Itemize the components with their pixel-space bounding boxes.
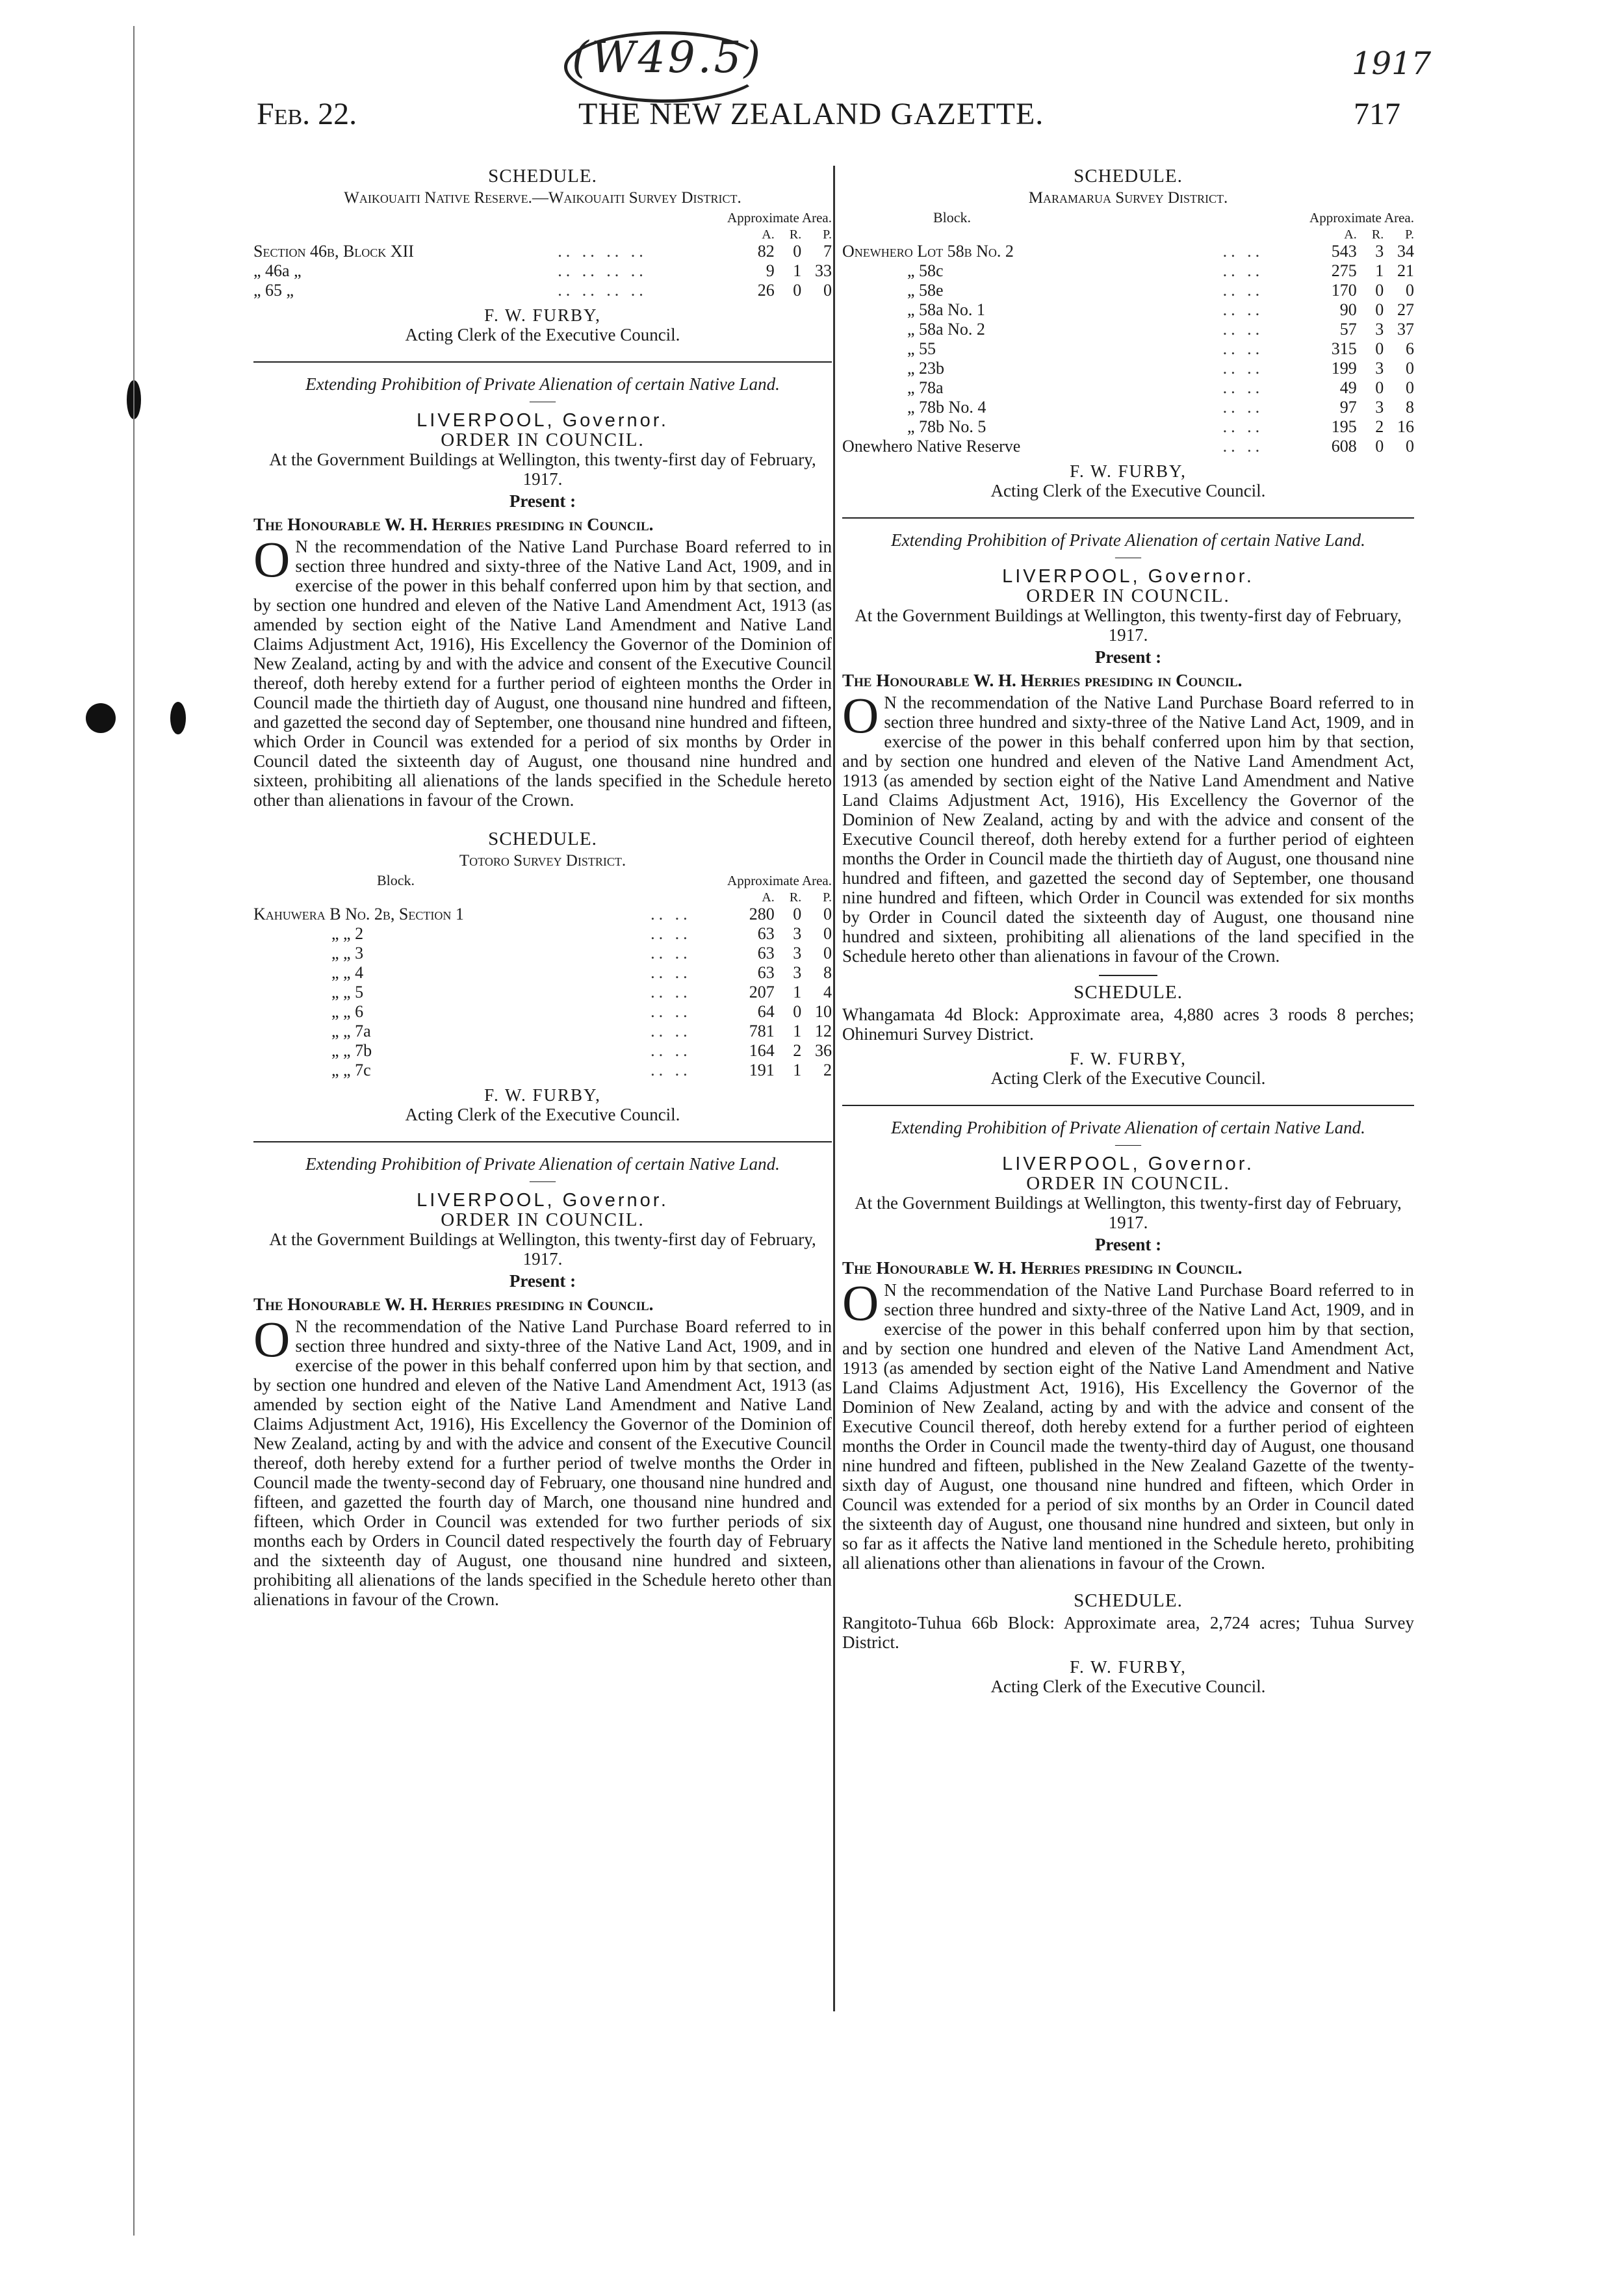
schedule-text: Rangitoto-Tuhua 66b Block: Approximate area, 2,724 acres; Tuhua Survey District. <box>842 1613 1414 1652</box>
roods-cell: 2 <box>1375 417 1384 436</box>
table-row <box>253 1041 832 1061</box>
leader-dots: .. .. <box>1222 398 1264 417</box>
signatory-title: Acting Clerk of the Executive Council. <box>405 1105 680 1124</box>
row-label: „ „ 3 <box>331 944 364 962</box>
area-column-header: Approximate Area. <box>727 873 832 888</box>
presiding-line: The Honourable W. H. Herries presiding in Council. <box>253 1295 654 1314</box>
row-label: „ 65 „ <box>253 281 294 300</box>
notice-text: N the recommendation of the Native Land Purchase Board referred to in section three hundred and sixty-three of the Native Land Act, 1909, and in exercise of the power in this behalf conferred upon him by that section, and by section one hundred and eleven of the Native Land Amendment Act, 1913 (as amended by section eight of the Native Land Amendment and Native Land Claims Adjustment Act, 1916), His Excellency the Governor of the Dominion of New Zealand, acting by and with the advice and consent of the Executive Council thereof, doth hereby extend for a further period of eighteen months the Order in Council made the thirtieth day of August, one thousand nine hundred and fifteen, and gazetted the second day of September, one thousand nine hundred and fifteen, which Order in Council was extended for a period of six months by Order in Council dated the sixteenth day of August, one thousand nine hundred and sixteen, prohibiting all alienations of the lands specified in the Schedule hereto other than alienations in favour of the Crown. <box>253 537 832 810</box>
drop-cap: O <box>842 1274 879 1331</box>
schedule-heading: SCHEDULE. <box>488 166 597 187</box>
acres-cell: 164 <box>749 1041 775 1060</box>
table-row <box>842 359 1414 378</box>
perches-cell: 16 <box>1397 417 1414 436</box>
roods-cell: 3 <box>793 924 802 943</box>
leader-dots: .. .. <box>1222 378 1264 397</box>
signature-block <box>842 1657 1414 1696</box>
place-date: At the Government Buildings at Wellington, this twenty-first day of February, 1917. <box>855 606 1402 645</box>
table-row <box>253 281 832 300</box>
roods-cell: 0 <box>793 1002 802 1021</box>
signatory-name: F. W. FURBY, <box>1070 1049 1187 1068</box>
notice-title: Extending Prohibition of Private Alienation of certain Native Land. <box>891 1118 1365 1137</box>
leader-dots: .. .. <box>651 1041 691 1060</box>
unit-perches: P. <box>823 227 832 242</box>
table-row <box>842 378 1414 398</box>
roods-cell: 0 <box>793 242 802 261</box>
row-label: Onewhero Lot 58b No. 2 <box>842 242 1014 261</box>
schedule-heading: SCHEDULE. <box>1074 1590 1183 1611</box>
drop-cap: O <box>842 687 879 743</box>
leader-dots: .. .. <box>1222 437 1264 456</box>
governor-line: LIVERPOOL, Governor. <box>1002 1154 1254 1174</box>
acres-cell: 82 <box>757 242 775 261</box>
place-date: At the Government Buildings at Wellington, this twenty-first day of February, 1917. <box>269 1230 816 1269</box>
signatory-title: Acting Clerk of the Executive Council. <box>405 325 680 344</box>
perches-cell: 12 <box>815 1022 832 1040</box>
acres-cell: 63 <box>757 944 775 962</box>
perches-cell: 7 <box>823 242 832 261</box>
row-label: Section 46b, Block XII <box>253 242 414 261</box>
signatory-name: F. W. FURBY, <box>1070 1657 1187 1677</box>
roods-cell: 1 <box>793 1022 802 1040</box>
row-label: Onewhero Native Reserve <box>842 437 1021 456</box>
punch-mark-bottom <box>170 702 186 734</box>
presiding-line: The Honourable W. H. Herries presiding in Council. <box>253 515 654 534</box>
present-label: Present : <box>509 491 576 511</box>
handwritten-reference: (W49.5) <box>572 32 764 83</box>
acres-cell: 63 <box>757 963 775 982</box>
acres-cell: 191 <box>749 1061 775 1079</box>
order-heading: ORDER IN COUNCIL. <box>1026 1173 1230 1194</box>
roods-cell: 2 <box>793 1041 802 1060</box>
block-column-header: Block. <box>377 872 415 888</box>
roods-cell: 1 <box>1375 261 1384 280</box>
signatory-title: Acting Clerk of the Executive Council. <box>990 1677 1266 1696</box>
table-row <box>253 1022 832 1041</box>
acres-cell: 57 <box>1339 320 1357 339</box>
leader-dots: .. .. <box>1222 281 1264 300</box>
table-row <box>253 242 832 261</box>
perches-cell: 0 <box>1406 437 1414 456</box>
table-row <box>253 963 832 983</box>
roods-cell: 3 <box>1375 398 1384 417</box>
leader-dots: .. .. <box>651 963 691 982</box>
header-date: Feb. 22. <box>257 97 357 131</box>
schedule-table <box>253 208 832 300</box>
perches-cell: 0 <box>823 281 832 300</box>
roods-cell: 1 <box>793 1061 802 1079</box>
place-date: At the Government Buildings at Wellington, this twenty-first day of February, 1917. <box>269 450 816 489</box>
table-row <box>842 320 1414 339</box>
row-label: „ „ 2 <box>331 924 364 943</box>
left-column <box>253 162 832 1609</box>
perches-cell: 4 <box>823 983 832 1001</box>
presiding-line: The Honourable W. H. Herries presiding in Council. <box>842 1258 1243 1278</box>
schedule-table <box>253 871 832 1080</box>
row-label: „ 78b No. 4 <box>907 398 986 417</box>
roods-cell: 0 <box>1375 378 1384 397</box>
roods-cell: 3 <box>1375 320 1384 339</box>
order-heading: ORDER IN COUNCIL. <box>441 1209 645 1230</box>
table-row <box>253 261 832 281</box>
perches-cell: 8 <box>823 963 832 982</box>
signatory-name: F. W. FURBY, <box>484 1085 601 1105</box>
row-label: „ 23b <box>907 359 945 378</box>
row-label: „ 58e <box>907 281 944 300</box>
acres-cell: 781 <box>749 1022 775 1040</box>
perches-cell: 0 <box>823 924 832 943</box>
row-label: „ 78b No. 5 <box>907 417 986 436</box>
schedule-subheading: Waikouaiti Native Reserve.—Waikouaiti Survey District. <box>344 189 741 207</box>
leader-dots: .. .. <box>651 1061 691 1079</box>
perches-cell: 0 <box>823 944 832 962</box>
block-column-header: Block. <box>933 209 972 226</box>
header-title: THE NEW ZEALAND GAZETTE. <box>578 97 1044 131</box>
schedule-subheading: Maramarua Survey District. <box>1028 189 1228 207</box>
signature-block <box>842 461 1414 500</box>
section-rule <box>842 1105 1414 1106</box>
row-label: „ „ 5 <box>331 983 364 1001</box>
acres-cell: 207 <box>749 983 775 1001</box>
schedule-heading: SCHEDULE. <box>1074 166 1183 187</box>
roods-cell: 3 <box>1375 359 1384 378</box>
acres-cell: 315 <box>1331 339 1357 358</box>
title-ornament: —— <box>530 1174 556 1188</box>
page-header <box>257 96 1426 142</box>
order-heading: ORDER IN COUNCIL. <box>441 430 645 450</box>
notice-body <box>842 1274 1414 1573</box>
unit-roods: R. <box>1371 227 1384 242</box>
notice-body <box>842 687 1414 966</box>
perches-cell: 0 <box>823 905 832 923</box>
section-rule <box>253 1141 832 1142</box>
acres-cell: 608 <box>1331 437 1357 456</box>
schedule-heading: SCHEDULE. <box>1074 982 1183 1003</box>
row-label: „ „ 7a <box>331 1022 371 1040</box>
notice-body <box>253 1311 832 1609</box>
perches-cell: 21 <box>1397 261 1414 280</box>
roods-cell: 0 <box>793 905 802 923</box>
table-row <box>842 261 1414 281</box>
table-row <box>842 437 1414 456</box>
place-date: At the Government Buildings at Wellington, this twenty-first day of February, 1917. <box>855 1193 1402 1232</box>
acres-cell: 199 <box>1331 359 1357 378</box>
perches-cell: 0 <box>1406 378 1414 397</box>
title-ornament: —— <box>530 394 556 408</box>
unit-perches: P. <box>823 890 832 905</box>
leader-dots: .. .. <box>1222 300 1264 319</box>
roods-cell: 3 <box>1375 242 1384 261</box>
table-row <box>842 339 1414 359</box>
leader-dots: .. .. <box>651 924 691 943</box>
roods-cell: 1 <box>793 983 802 1001</box>
order-heading: ORDER IN COUNCIL. <box>1026 586 1230 606</box>
acres-cell: 26 <box>757 281 775 300</box>
margin-line <box>133 26 135 2236</box>
notice-text: N the recommendation of the Native Land Purchase Board referred to in section three hundred and sixty-three of the Native Land Act, 1909, and in exercise of the power in this behalf conferred upon him by that section, and by section one hundred and eleven of the Native Land Amendment Act, 1913 (as amended by section eight of the Native Land Amendment and Native Land Claims Adjustment Act, 1916), His Excellency the Governor of the Dominion of New Zealand, acting by and with the advice and consent of the Executive Council thereof, doth hereby extend for a further period of twelve months the Order in Council made the twenty-second day of February, one thousand nine hundred and fifteen, and gazetted the fourth day of March, one thousand nine hundred and fifteen, which Order in Council was extended for two further periods of six months each by Orders in Council dated respectively the fourth day of February and the sixteenth day of August, one thousand nine hundred and sixteen, prohibiting all alienations of the lands specified in the Schedule hereto other than alienations in favour of the Crown. <box>253 1317 832 1609</box>
right-column <box>842 162 1414 1696</box>
row-label: „ 58a No. 1 <box>907 300 985 319</box>
table-row <box>842 281 1414 300</box>
acres-cell: 275 <box>1331 261 1357 280</box>
row-label: „ 78a <box>907 378 944 397</box>
notice-title: Extending Prohibition of Private Alienation of certain Native Land. <box>305 1154 780 1174</box>
section-rule <box>253 361 832 363</box>
roods-cell: 0 <box>793 281 802 300</box>
present-label: Present : <box>509 1271 576 1291</box>
leader-dots: .. .. <box>651 983 691 1001</box>
perches-cell: 0 <box>1406 281 1414 300</box>
governor-line: LIVERPOOL, Governor. <box>417 410 669 431</box>
notice-text: N the recommendation of the Native Land Purchase Board referred to in section three hundred and sixty-three of the Native Land Act, 1909, and in exercise of the power in this behalf conferred upon him by that section, and by section one hundred and eleven of the Native Land Amendment Act, 1913 (as amended by section eight of the Native Land Amendment and Native Land Claims Adjustment Act, 1916), His Excellency the Governor of the Dominion of New Zealand, acting by and with the advice and consent of the Executive Council thereof, doth hereby extend for a further period of eighteen months the Order in Council made the thirtieth day of August, one thousand nine hundred and fifteen, and gazetted the second day of September, one thousand nine hundred and fifteen, which Order in Council was extended for six months by Order in Council dated the sixteenth day of August, one thousand nine hundred and sixteen, prohibiting all alienations of the land specified in the Schedule hereto other than alienations in favour of the Crown. <box>842 693 1414 966</box>
roods-cell: 3 <box>793 963 802 982</box>
table-row <box>253 983 832 1002</box>
row-label: „ 55 <box>907 339 936 358</box>
roods-cell: 0 <box>1375 339 1384 358</box>
acres-cell: 543 <box>1331 242 1357 261</box>
punch-hole <box>86 703 116 733</box>
signatory-title: Acting Clerk of the Executive Council. <box>990 481 1266 500</box>
signatory-name: F. W. FURBY, <box>484 305 601 325</box>
row-label: Kahuwera B No. 2b, Section 1 <box>253 905 464 923</box>
unit-acres: A. <box>762 227 775 242</box>
table-row <box>842 300 1414 320</box>
acres-cell: 9 <box>766 261 775 280</box>
unit-acres: A. <box>1344 227 1357 242</box>
roods-cell: 0 <box>1375 437 1384 456</box>
unit-acres: A. <box>762 890 775 905</box>
perches-cell: 0 <box>1406 359 1414 378</box>
acres-cell: 90 <box>1339 300 1357 319</box>
table-row <box>253 1002 832 1022</box>
table-row <box>253 905 832 924</box>
signature-block <box>842 1049 1414 1088</box>
perches-cell: 33 <box>815 261 832 280</box>
roods-cell: 3 <box>793 944 802 962</box>
perches-cell: 8 <box>1406 398 1414 417</box>
leader-dots: .. .. .. .. <box>558 242 647 261</box>
column-divider <box>833 166 835 2011</box>
page-number: 717 <box>1354 97 1400 131</box>
acres-cell: 195 <box>1331 417 1357 436</box>
governor-line: LIVERPOOL, Governor. <box>1002 566 1254 587</box>
leader-dots: .. .. <box>1222 359 1264 378</box>
table-row <box>842 417 1414 437</box>
perches-cell: 27 <box>1397 300 1414 319</box>
schedule-heading: SCHEDULE. <box>488 829 597 849</box>
perches-cell: 34 <box>1397 242 1414 261</box>
leader-dots: .. .. <box>1222 261 1264 280</box>
notice-title: Extending Prohibition of Private Alienation of certain Native Land. <box>891 530 1365 550</box>
presiding-line: The Honourable W. H. Herries presiding in Council. <box>842 671 1243 690</box>
present-label: Present : <box>1094 1235 1162 1254</box>
perches-cell: 37 <box>1397 320 1414 339</box>
roods-cell: 0 <box>1375 300 1384 319</box>
leader-dots: .. .. <box>1222 339 1264 358</box>
table-row <box>842 398 1414 417</box>
row-label: „ „ 6 <box>331 1002 364 1021</box>
leader-dots: .. .. <box>1222 320 1264 339</box>
roods-cell: 0 <box>1375 281 1384 300</box>
acres-cell: 64 <box>757 1002 775 1021</box>
row-label: „ „ 4 <box>331 963 364 982</box>
row-label: „ 58a No. 2 <box>907 320 985 339</box>
schedule-text: Whangamata 4d Block: Approximate area, 4,880 acres 3 roods 8 perches; Ohinemuri Survey District. <box>842 1005 1414 1044</box>
table-row <box>253 1061 832 1080</box>
leader-dots: .. .. <box>651 1002 691 1021</box>
notice-title: Extending Prohibition of Private Alienation of certain Native Land. <box>305 374 780 394</box>
unit-roods: R. <box>789 227 802 242</box>
acres-cell: 97 <box>1339 398 1357 417</box>
drop-cap: O <box>253 531 290 587</box>
leader-dots: .. .. <box>1222 417 1264 436</box>
governor-line: LIVERPOOL, Governor. <box>417 1190 669 1211</box>
perches-cell: 6 <box>1406 339 1414 358</box>
roods-cell: 1 <box>793 261 802 280</box>
drop-cap: O <box>253 1311 290 1367</box>
leader-dots: .. .. .. .. <box>558 261 647 280</box>
row-label: „ „ 7b <box>331 1041 372 1060</box>
acres-cell: 170 <box>1331 281 1357 300</box>
row-label: „ 58c <box>907 261 944 280</box>
leader-dots: .. .. <box>1222 242 1264 261</box>
acres-cell: 49 <box>1339 378 1357 397</box>
acres-cell: 63 <box>757 924 775 943</box>
perches-cell: 36 <box>815 1041 832 1060</box>
leader-dots: .. .. .. .. <box>558 281 647 300</box>
short-rule <box>1099 975 1157 976</box>
signature-block <box>253 305 832 344</box>
perches-cell: 10 <box>815 1002 832 1021</box>
schedule-table <box>842 208 1414 456</box>
signature-block <box>253 1085 832 1124</box>
row-label: „ „ 7c <box>331 1061 371 1079</box>
title-ornament: —— <box>1115 1137 1141 1152</box>
leader-dots: .. .. <box>651 905 691 923</box>
handwritten-year: 1917 <box>1352 45 1432 82</box>
row-label: „ 46a „ <box>253 261 302 280</box>
title-ornament: —— <box>1115 550 1141 564</box>
area-column-header: Approximate Area. <box>1309 210 1414 226</box>
unit-roods: R. <box>789 890 802 905</box>
leader-dots: .. .. <box>651 944 691 962</box>
perches-cell: 2 <box>823 1061 832 1079</box>
signatory-title: Acting Clerk of the Executive Council. <box>990 1068 1266 1088</box>
table-row <box>253 924 832 944</box>
table-row <box>253 944 832 963</box>
notice-body <box>253 531 832 810</box>
present-label: Present : <box>1094 647 1162 667</box>
notice-text: N the recommendation of the Native Land Purchase Board referred to in section three hundred and sixty-three of the Native Land Act, 1909, and in exercise of the power in this behalf conferred upon him by that section, and by section one hundred and eleven of the Native Land Amendment Act, 1913 (as amended by section eight of the Native Land Amendment and Native Land Claims Adjustment Act, 1916), His Excellency the Governor of the Dominion of New Zealand, acting by and with the advice and consent of the Executive Council thereof, doth hereby extend for a further period of eighteen months the Order in Council made the twenty-third day of August, one thousand nine hundred and fifteen, published in the New Zealand Gazette of the twenty-sixth day of August, one thousand nine hundred and fifteen, which Order in Council was extended for a period of six months by an Order in Council dated the sixteenth day of August, one thousand nine hundred and sixteen, but only in so far as it affects the Native land mentioned in the Schedule hereto, prohibiting all alienations other than alienations in favour of the Crown. <box>842 1280 1414 1573</box>
schedule-subheading: Totoro Survey District. <box>459 852 626 870</box>
acres-cell: 280 <box>749 905 775 923</box>
table-row <box>842 242 1414 261</box>
area-column-header: Approximate Area. <box>727 210 832 226</box>
unit-perches: P. <box>1405 227 1414 242</box>
signatory-name: F. W. FURBY, <box>1070 461 1187 481</box>
leader-dots: .. .. <box>651 1022 691 1040</box>
section-rule <box>842 517 1414 519</box>
